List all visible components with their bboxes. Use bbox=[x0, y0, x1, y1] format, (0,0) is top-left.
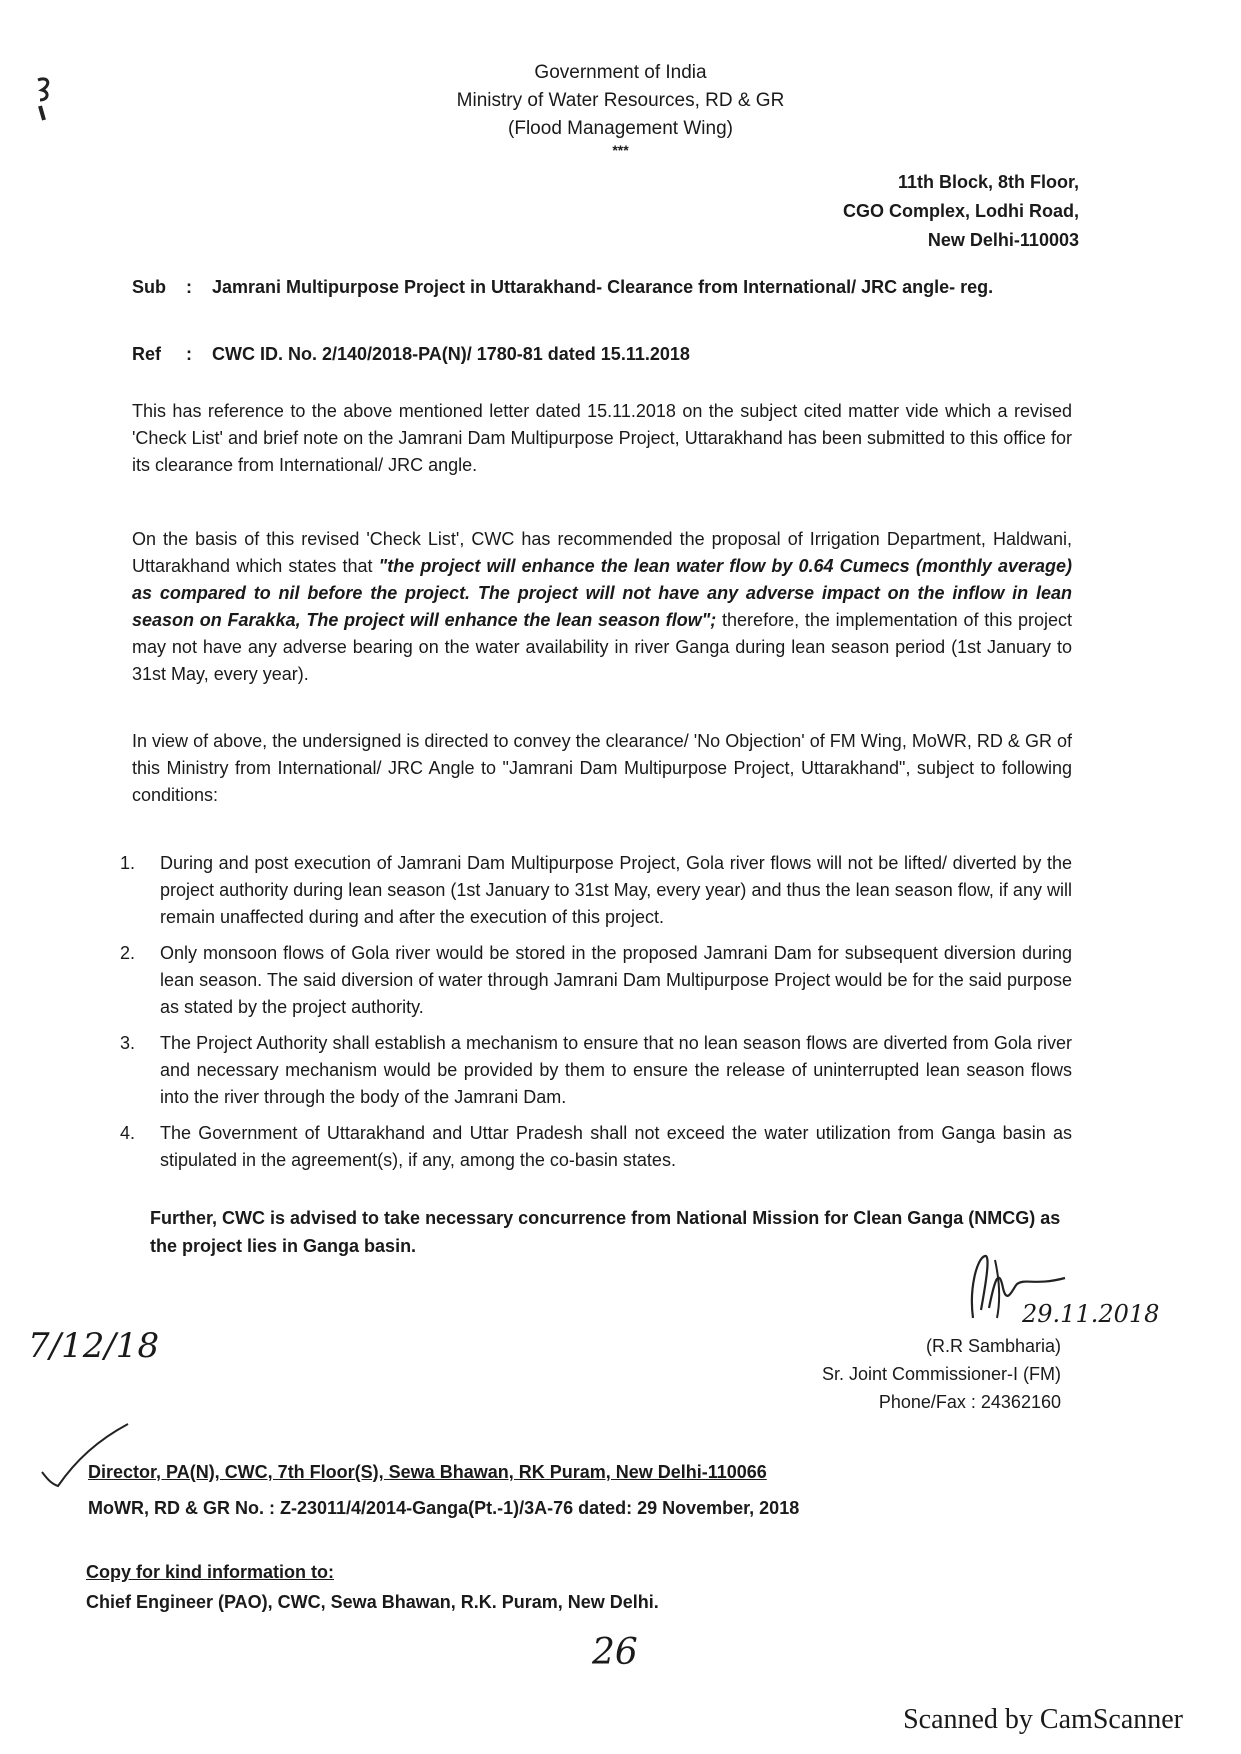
condition-text: The Government of Uttarakhand and Uttar Pradesh shall not exceed the water utilization from Ganga basin as stipulated in the agreement(s), if any, among the co-basin states. bbox=[160, 1123, 1072, 1170]
scanner-watermark: Scanned by CamScanner bbox=[903, 1704, 1183, 1735]
paragraph-2-start: On the basis of this revised 'Check List', CWC has recommended the proposal of Irrigation Department, Haldwani, Uttarakhand which states that bbox=[132, 529, 1072, 576]
signatory-name: (R.R Sambharia) bbox=[925, 1336, 1061, 1356]
condition-text: The Project Authority shall establish a mechanism to ensure that no lean season flows are diverted from Gola river and necessary mechanism would be provided by them to ensure the release of uninterrupted lean season flows into the river through the body of the Jamrani Dam. bbox=[160, 1033, 1072, 1107]
condition-3 bbox=[120, 1030, 1072, 1111]
tick-mark bbox=[36, 1420, 136, 1500]
condition-4 bbox=[120, 1120, 1072, 1174]
address-line-3: New Delhi-110003 bbox=[927, 230, 1079, 250]
reference-line: Ref : CWC ID. No. 2/140/2018-PA(N)/ 1780-81 dated 15.11.2018 bbox=[132, 344, 690, 364]
paragraph-2-end: therefore, the implementation of this project may not have any adverse bearing on the water availability in river Ganga during lean season period (1st January to 31st May, every year). bbox=[132, 610, 1073, 684]
address-line-2: CGO Complex, Lodhi Road, bbox=[842, 201, 1079, 221]
signatory-designation: Sr. Joint Commissioner-I (FM) bbox=[821, 1364, 1061, 1384]
condition-text: During and post execution of Jamrani Dam Multipurpose Project, Gola river flows will not be lifted/ diverted by the project authority during lean season (1st January to 31st May, every year) and thus the lean season flow, if any will remain unaffected during and after the execution of this project. bbox=[160, 853, 1072, 927]
condition-number: 2. bbox=[120, 943, 136, 963]
reference-label: Ref bbox=[132, 344, 162, 364]
paragraph-1: This has reference to the above mentioned letter dated 15.11.2018 on the subject cited matter vide which a revised 'Check List' and brief note on the Jamrani Dam Multipurpose Project, Uttarakhand has been submitted to this office for its clearance from International/ JRC angle. bbox=[132, 401, 1072, 475]
copy-heading: Copy for kind information to: bbox=[86, 1562, 334, 1582]
subject-text: Jamrani Multipurpose Project in Uttarakhand- Clearance from International/ JRC angle- reg. bbox=[212, 277, 994, 297]
further-note: Further, CWC is advised to take necessary concurrence from National Mission for Clean Ganga (NMCG) as the project lies in Ganga basin. bbox=[150, 1208, 1061, 1256]
address-line-1: 11th Block, 8th Floor, bbox=[897, 172, 1079, 192]
page-number: 26 bbox=[592, 1632, 638, 1673]
condition-number: 1. bbox=[120, 853, 136, 873]
header-stars: *** bbox=[612, 142, 629, 158]
office-address bbox=[843, 168, 1079, 255]
margin-punch-mark bbox=[34, 74, 58, 126]
condition-number: 3. bbox=[120, 1033, 136, 1053]
header-line-3: (Flood Management Wing) bbox=[508, 118, 733, 139]
reference-text: CWC ID. No. 2/140/2018-PA(N)/ 1780-81 dated 15.11.2018 bbox=[212, 344, 690, 364]
subject-label: Sub bbox=[132, 277, 166, 297]
ministry-reference-number: MoWR, RD & GR No. : Z-23011/4/2014-Ganga(Pt.-1)/3A-76 dated: 29 November, 2018 bbox=[88, 1498, 800, 1518]
recipient-address: Director, PA(N), CWC, 7th Floor(S), Sewa Bhawan, RK Puram, New Delhi-110066 bbox=[88, 1462, 767, 1482]
subject-line: Sub : Jamrani Multipurpose Project in Uttarakhand- Clearance from International/ JRC angle- reg. bbox=[132, 277, 994, 297]
paragraph-3: In view of above, the undersigned is directed to convey the clearance/ 'No Objection' of FM Wing, MoWR, RD & GR of this Ministry from International/ JRC Angle to "Jamrani Dam Multipurpose Project, Uttarakhand", subject to following conditions: bbox=[132, 731, 1072, 805]
signatory-block bbox=[822, 1332, 1061, 1416]
paragraph-2-quote: "the project will enhance the lean water flow by 0.64 Cumecs (monthly average) as compared to nil before the project. The project will not have any adverse impact on the inflow in lean season on Farakka, The project will enhance the lean season flow"; bbox=[132, 556, 1072, 630]
condition-text: Only monsoon flows of Gola river would be stored in the proposed Jamrani Dam for subsequent diversion during lean season. The said diversion of water through Jamrani Dam Multipurpose Project would be for the said purpose as stated by the project authority. bbox=[160, 943, 1072, 1017]
condition-number: 4. bbox=[120, 1123, 136, 1143]
header-line-2: Ministry of Water Resources, RD & GR bbox=[456, 90, 785, 111]
condition-1 bbox=[120, 850, 1072, 931]
signature-date: 29.11.2018 bbox=[1022, 1300, 1160, 1328]
copy-recipient: Chief Engineer (PAO), CWC, Sewa Bhawan, R.K. Puram, New Delhi. bbox=[86, 1592, 659, 1612]
condition-2 bbox=[120, 940, 1072, 1021]
handwritten-left-note: 7/12/18 bbox=[28, 1326, 160, 1366]
paragraph-2 bbox=[132, 526, 1072, 688]
signatory-phone: Phone/Fax : 24362160 bbox=[878, 1392, 1061, 1412]
header-line-1: Government of India bbox=[534, 62, 707, 83]
